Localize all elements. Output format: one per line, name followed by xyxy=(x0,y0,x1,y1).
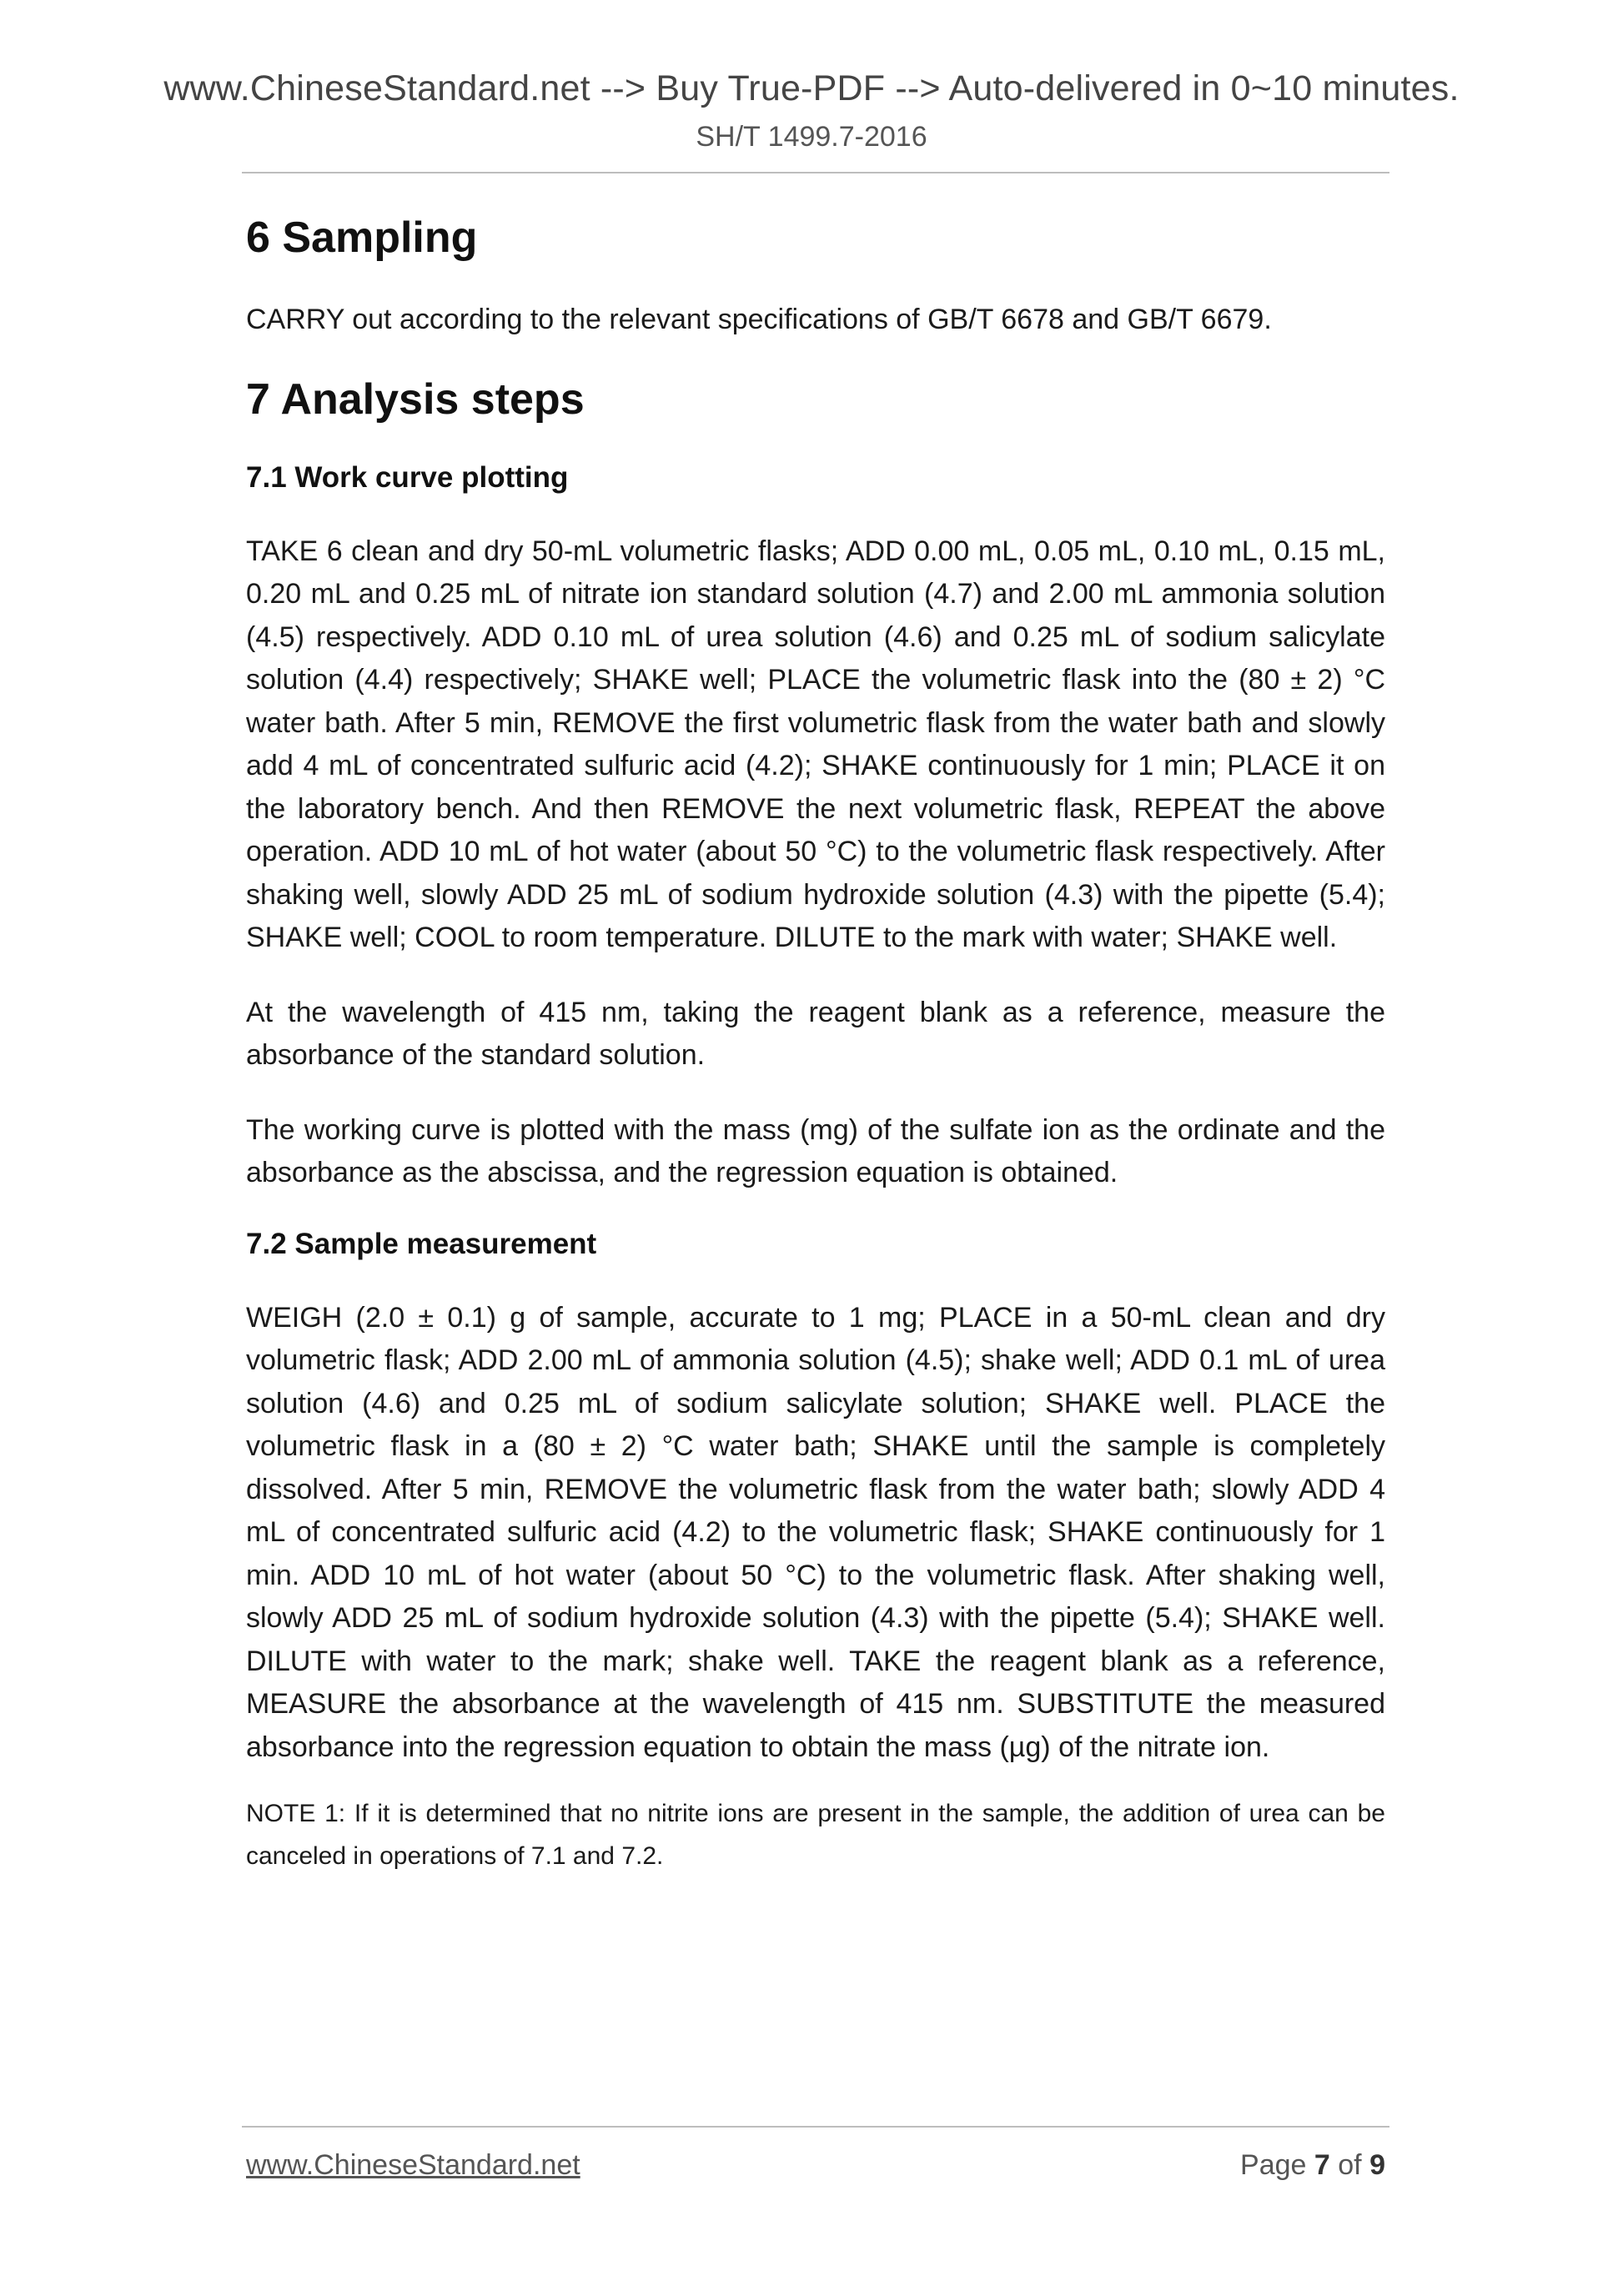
section-6-title: 6 Sampling xyxy=(246,214,478,262)
page-indicator xyxy=(1240,2144,1385,2186)
section-7-1-paragraph-3: The working curve is plotted with the mass (mg) of the sulfate ion as the ordinate and the absorbance as the abscissa, and the regression equation is obtained. xyxy=(246,1113,1385,1188)
section-7-2-title: 7.2 Sample measurement xyxy=(246,1227,597,1260)
note-1: NOTE 1: If it is determined that no nitrite ions are present in the sample, the addition of urea can be canceled in operations of 7.1 and 7.2. xyxy=(246,1800,1385,1870)
current-page-number: 7 xyxy=(1314,2149,1330,2181)
page-footer xyxy=(246,2144,1385,2186)
page-header xyxy=(0,65,1623,155)
section-7-1-paragraph-1: TAKE 6 clean and dry 50-mL volumetric flasks; ADD 0.00 mL, 0.05 mL, 0.10 mL, 0.15 mL, 0.20 mL and 0.25 mL of nitrate ion standard solution (4.7) and 2.00 mL ammonia solution (4.5) respectively. ADD 0.10 mL of urea solution (4.6) and 0.25 mL of sodium salicylate solution (4.4) respectively; SHAKE well; PLACE the volumetric flask into the (80 ± 2) °C water bath. After 5 min, REMOVE the first volumetric flask from the water bath and slowly add 4 mL of concentrated sulfuric acid (4.2); SHAKE continuously for 1 min; PLACE it on the laboratory bench. And then REMOVE the next volumetric flask, REPEAT the above operation. ADD 10 mL of hot water (about 50 °C) to the volumetric flask respectively. After shaking well, slowly ADD 25 mL of sodium hydroxide solution (4.3) with the pipette (5.4); SHAKE well; COOL to room temperature. DILUTE to the mark with water; SHAKE well. xyxy=(246,535,1385,953)
footer-website-link[interactable]: www.ChineseStandard.net xyxy=(246,2149,580,2181)
total-pages: 9 xyxy=(1369,2149,1385,2181)
section-7-1-title: 7.1 Work curve plotting xyxy=(246,460,569,494)
section-7-title: 7 Analysis steps xyxy=(246,374,585,424)
page-label: Page xyxy=(1240,2149,1307,2181)
section-6-text: CARRY out according to the relevant specifications of GB/T 6678 and GB/T 6679. xyxy=(246,304,1272,335)
header-divider xyxy=(242,172,1389,173)
standard-code: SH/T 1499.7-2016 xyxy=(696,121,927,153)
document-body xyxy=(246,208,1385,1877)
of-label: of xyxy=(1338,2149,1362,2181)
section-7-1-paragraph-2: At the wavelength of 415 nm, taking the reagent blank as a reference, measure the absorbance of the standard solution. xyxy=(246,996,1385,1071)
footer-divider xyxy=(242,2126,1389,2128)
header-banner[interactable]: www.ChineseStandard.net --> Buy True-PDF --> Auto-delivered in 0~10 minutes. xyxy=(163,68,1460,108)
section-7-2-paragraph: WEIGH (2.0 ± 0.1) g of sample, accurate to 1 mg; PLACE in a 50-mL clean and dry volumetric flask; ADD 2.00 mL of ammonia solution (4.5); shake well; ADD 0.1 mL of urea solution (4.6) and 0.25 mL of sodium salicylate solution; SHAKE well. PLACE the volumetric flask in a (80 ± 2) °C water bath; SHAKE until the sample is completely dissolved. After 5 min, REMOVE the volumetric flask from the water bath; slowly ADD 4 mL of concentrated sulfuric acid (4.2) to the volumetric flask; SHAKE continuously for 1 min. ADD 10 mL of hot water (about 50 °C) to the volumetric flask. After shaking well, slowly ADD 25 mL of sodium hydroxide solution (4.3) with the pipette (5.4); SHAKE well. DILUTE with water to the mark; shake well. TAKE the reagent blank as a reference, MEASURE the absorbance at the wavelength of 415 nm. SUBSTITUTE the measured absorbance into the regression equation to obtain the mass (µg) of the nitrate ion. xyxy=(246,1301,1385,1763)
